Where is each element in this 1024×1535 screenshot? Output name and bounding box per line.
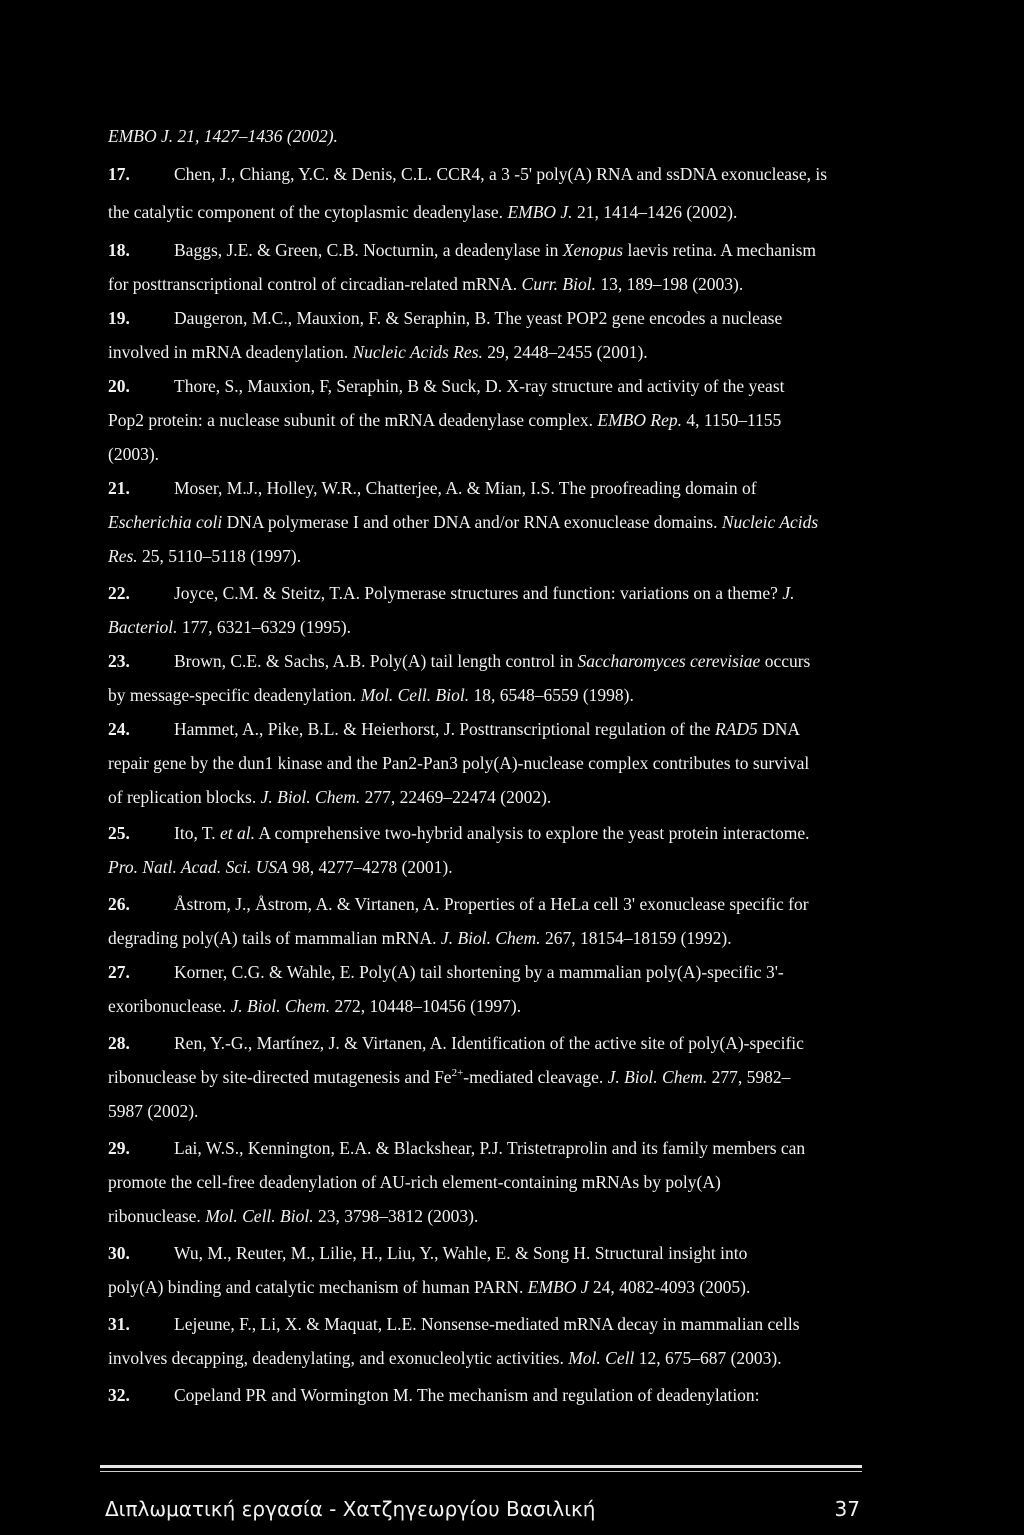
reference-number: 20. [108, 376, 130, 396]
footer-rule-thin [100, 1471, 862, 1472]
reference-28-line2: ribonuclease by site-directed mutagenesis and $Fe^{2+}$-mediated cleavage. J. Biol. Chem. 277, 5982– [108, 1067, 791, 1087]
reference-number: 18. [108, 240, 130, 260]
reference-29-line3: ribonuclease. Mol. Cell. Biol. 23, 3798–3812 (2003). [108, 1206, 479, 1226]
reference-26-line2: degrading poly(A) tails of mammalian mRNA. J. Biol. Chem. 267, 18154–18159 (1992). [108, 928, 732, 948]
reference-23: 23. Brown, C.E. & Sachs, A.B. Poly(A) tail length control in Saccharomyces cerevisiae occurs [108, 651, 811, 671]
reference-number: 21. [108, 478, 130, 498]
reference-19-line2: involved in mRNA deadenylation. Nucleic Acids Res. 29, 2448–2455 (2001). [108, 342, 648, 362]
reference-number: 19. [108, 308, 130, 328]
reference-20-line3: (2003). [108, 444, 160, 464]
reference-number: 27. [108, 962, 130, 982]
reference-20: 20. Thore, S., Mauxion, F, Seraphin, B & Suck, D. X-ray structure and activity of the yeast [108, 376, 785, 396]
reference-31: 31. Lejeune, F., Li, X. & Maquat, L.E. Nonsense-mediated mRNA decay in mammalian cells [108, 1314, 800, 1334]
reference-29-line2: promote the cell-free deadenylation of AU-rich element-containing mRNAs by poly(A) [108, 1172, 721, 1192]
page-number: 37 [834, 1497, 860, 1521]
reference-24: 24. Hammet, A., Pike, B.L. & Heierhorst, J. Posttranscriptional regulation of the RAD5 DNA [108, 719, 801, 739]
reference-29: 29. Lai, W.S., Kennington, E.A. & Blackshear, P.J. Tristetraprolin and its family members can [108, 1138, 806, 1158]
reference-17: 17. Chen, J., Chiang, Y.C. & Denis, C.L. CCR4, a 3 -5' poly(A) RNA and ssDNA exonuclease, is [108, 164, 828, 184]
reference-number: 31. [108, 1314, 130, 1334]
reference-19: 19. Daugeron, M.C., Mauxion, F. & Seraphin, B. The yeast POP2 gene encodes a nuclease [108, 308, 783, 328]
reference-30-line2: poly(A) binding and catalytic mechanism of human PARN. EMBO J 24, 4082-4093 (2005). [108, 1277, 751, 1297]
reference-25: 25. Ito, T. et al. A comprehensive two-hybrid analysis to explore the yeast protein interactome. [108, 823, 810, 843]
reference-number: 30. [108, 1243, 130, 1263]
reference-21-line3: Res. 25, 5110–5118 (1997). [108, 546, 302, 566]
reference-28: 28. Ren, Y.-G., Martínez, J. & Virtanen, A. Identification of the active site of poly(A)-specific [108, 1033, 804, 1053]
reference-26: 26. Åstrom, J., Åstrom, A. & Virtanen, A. Properties of a HeLa cell 3' exonuclease specific for [108, 894, 809, 914]
reference-17-line2: the catalytic component of the cytoplasmic deadenylase. EMBO J. 21, 1414–1426 (2002). [108, 202, 738, 222]
reference-27: 27. Korner, C.G. & Wahle, E. Poly(A) tail shortening by a mammalian poly(A)-specific 3'- [108, 962, 784, 982]
reference-number: 23. [108, 651, 130, 671]
footer-rule-thick [100, 1465, 862, 1468]
reference-25-line2: Pro. Natl. Acad. Sci. USA 98, 4277–4278 (2001). [108, 857, 453, 877]
reference-30: 30. Wu, M., Reuter, M., Lilie, H., Liu, Y., Wahle, E. & Song H. Structural insight into [108, 1243, 748, 1263]
reference-24-line2: repair gene by the dun1 kinase and the Pan2-Pan3 poly(A)-nuclease complex contributes to survival [108, 753, 810, 773]
reference-20-line2: Pop2 protein: a nuclease subunit of the mRNA deadenylase complex. EMBO Rep. 4, 1150–1155 [108, 410, 782, 430]
reference-number: 29. [108, 1138, 130, 1158]
reference-22: 22. Joyce, C.M. & Steitz, T.A. Polymerase structures and function: variations on a theme? J. [108, 583, 795, 603]
reference-number: 22. [108, 583, 130, 603]
superscript: 2+ [451, 1067, 464, 1080]
reference-number: 28. [108, 1033, 130, 1053]
reference-23-line2: by message-specific deadenylation. Mol. Cell. Biol. 18, 6548–6559 (1998). [108, 685, 634, 705]
footer-title: Διπλωματική εργασία - Χατζηγεωργίου Βασιλική [105, 1497, 596, 1521]
reference-21: 21. Moser, M.J., Holley, W.R., Chatterjee, A. & Mian, I.S. The proofreading domain of [108, 478, 757, 498]
reference-number: 25. [108, 823, 130, 843]
reference-24-line3: of replication blocks. J. Biol. Chem. 277, 22469–22474 (2002). [108, 787, 552, 807]
reference-28-line3: 5987 (2002). [108, 1101, 199, 1121]
reference-32: 32. Copeland PR and Wormington M. The mechanism and regulation of deadenylation: [108, 1385, 760, 1405]
reference-number: 26. [108, 894, 130, 914]
reference-16-continuation: EMBO J. 21, 1427–1436 (2002). [108, 126, 338, 146]
reference-18: 18. Baggs, J.E. & Green, C.B. Nocturnin, a deadenylase in Xenopus laevis retina. A mechanism [108, 240, 817, 260]
reference-31-line2: involves decapping, deadenylating, and exonucleolytic activities. Mol. Cell 12, 675–687 (2003). [108, 1348, 782, 1368]
reference-22-line2: Bacteriol. 177, 6321–6329 (1995). [108, 617, 352, 637]
reference-number: 17. [108, 164, 130, 184]
reference-number: 24. [108, 719, 130, 739]
reference-27-line2: exoribonuclease. J. Biol. Chem. 272, 10448–10456 (1997). [108, 996, 522, 1016]
reference-number: 32. [108, 1385, 130, 1405]
reference-18-line2: for posttranscriptional control of circadian-related mRNA. Curr. Biol. 13, 189–198 (2003). [108, 274, 744, 294]
reference-21-line2: Escherichia coli DNA polymerase I and other DNA and/or RNA exonuclease domains. Nucleic Acids [108, 512, 819, 532]
